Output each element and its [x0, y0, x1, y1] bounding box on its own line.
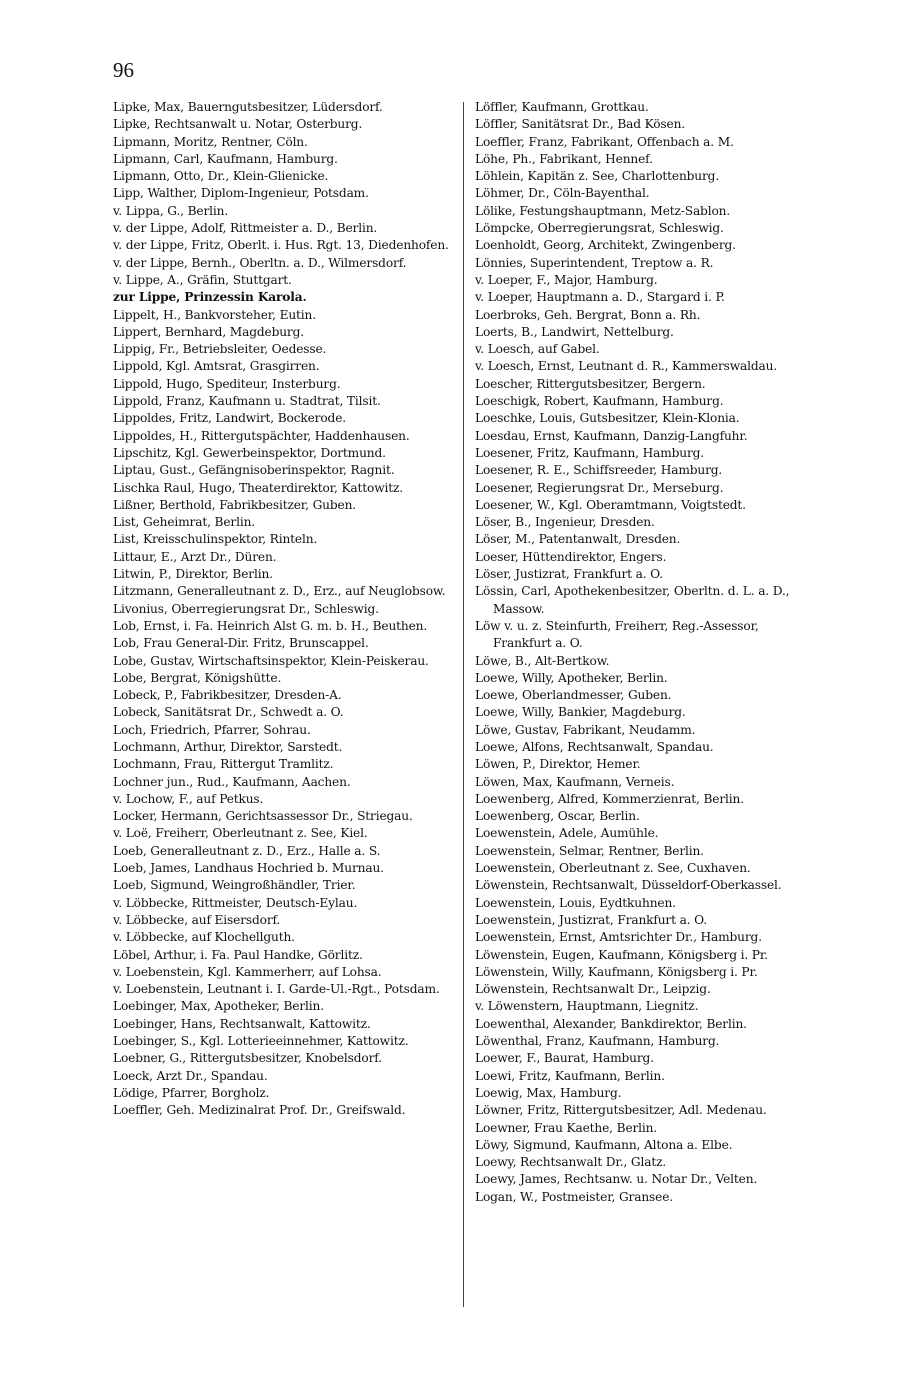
directory-entry: v. Lippa, G., Berlin. — [113, 203, 229, 218]
directory-entry: Loewenstein, Justizrat, Frankfurt a. O. — [475, 912, 707, 927]
directory-entry: v. Loesch, Ernst, Leutnant d. R., Kammerswaldau. — [475, 359, 778, 374]
directory-entry: Lipp, Walther, Diplom-Ingenieur, Potsdam. — [113, 186, 369, 201]
directory-entry: Löffler, Sanitätsrat Dr., Bad Kösen. — [475, 117, 686, 132]
directory-entry: Lölike, Festungshauptmann, Metz-Sablon. — [475, 203, 731, 218]
directory-entry: Lipschitz, Kgl. Gewerbeinspektor, Dortmund. — [113, 445, 386, 460]
directory-entry: v. Löwenstern, Hauptmann, Liegnitz. — [475, 999, 699, 1014]
directory-entry: Loeck, Arzt Dr., Spandau. — [113, 1068, 268, 1083]
directory-entry: Loeffler, Franz, Fabrikant, Offenbach a. M. — [475, 134, 734, 149]
directory-entry: Löwner, Fritz, Rittergutsbesitzer, Adl. Medenau. — [475, 1103, 767, 1118]
directory-entry: Löser, B., Ingenieur, Dresden. — [475, 515, 655, 530]
directory-entry: Loebinger, Hans, Rechtsanwalt, Kattowitz. — [113, 1016, 371, 1031]
directory-entry: Loewner, Frau Kaethe, Berlin. — [475, 1120, 658, 1135]
directory-entry: Loewe, Willy, Bankier, Magdeburg. — [475, 705, 686, 720]
directory-entry: Loebinger, Max, Apotheker, Berlin. — [113, 999, 324, 1014]
directory-entry: Löwy, Sigmund, Kaufmann, Altona a. Elbe. — [475, 1137, 733, 1152]
directory-entry: Löwen, Max, Kaufmann, Verneis. — [475, 774, 675, 789]
directory-entry: Löwenstein, Willy, Kaufmann, Königsberg i. Pr. — [475, 964, 758, 979]
directory-entry: Loesener, Fritz, Kaufmann, Hamburg. — [475, 445, 705, 460]
directory-entry: Loewenthal, Alexander, Bankdirektor, Berlin. — [475, 1016, 747, 1031]
directory-entry: Lipmann, Carl, Kaufmann, Hamburg. — [113, 151, 338, 166]
directory-entry: Lochner jun., Rud., Kaufmann, Aachen. — [113, 774, 351, 789]
directory-entry: Löwenstein, Eugen, Kaufmann, Königsberg i. Pr. — [475, 947, 768, 962]
directory-entry: v. der Lippe, Fritz, Oberlt. i. Hus. Rgt. 13, Diedenhofen. — [113, 238, 449, 253]
directory-entry: Löwenthal, Franz, Kaufmann, Hamburg. — [475, 1034, 720, 1049]
directory-entry: Loewenstein, Louis, Eydtkuhnen. — [475, 895, 676, 910]
directory-entry: Loesdau, Ernst, Kaufmann, Danzig-Langfuhr. — [475, 428, 748, 443]
directory-entry: Loeffler, Geh. Medizinalrat Prof. Dr., Greifswald. — [113, 1103, 406, 1118]
directory-entry: Löser, Justizrat, Frankfurt a. O. — [475, 567, 664, 582]
directory-entry: v. Loebenstein, Kgl. Kammerherr, auf Lohsa. — [113, 964, 382, 979]
directory-entry: Lömpcke, Oberregierungsrat, Schleswig. — [475, 221, 724, 236]
directory-entry: Loesener, Regierungsrat Dr., Merseburg. — [475, 480, 724, 495]
directory-entry: Litwin, P., Direktor, Berlin. — [113, 567, 273, 582]
directory-entry: Loewe, Alfons, Rechtsanwalt, Spandau. — [475, 739, 714, 754]
directory-entry: Loewi, Fritz, Kaufmann, Berlin. — [475, 1068, 665, 1083]
directory-entry: Lipke, Rechtsanwalt u. Notar, Osterburg. — [113, 117, 363, 132]
directory-entry: Lobe, Bergrat, Königshütte. — [113, 670, 282, 685]
directory-entry: Lipmann, Moritz, Rentner, Cöln. — [113, 134, 308, 149]
directory-entry: Loeser, Hüttendirektor, Engers. — [475, 549, 667, 564]
directory-entry: v. Loeper, F., Major, Hamburg. — [475, 272, 658, 287]
directory-entry: Lipmann, Otto, Dr., Klein-Glienicke. — [113, 169, 329, 184]
directory-entry: Loerbroks, Geh. Bergrat, Bonn a. Rh. — [475, 307, 701, 322]
directory-entry: List, Geheimrat, Berlin. — [113, 515, 256, 530]
directory-entry: Lob, Frau General-Dir. Fritz, Brunscappel. — [113, 636, 369, 651]
directory-entry: Lochmann, Arthur, Direktor, Sarstedt. — [113, 739, 343, 754]
directory-entry: Loch, Friedrich, Pfarrer, Sohrau. — [113, 722, 311, 737]
directory-entry: Loewenstein, Ernst, Amtsrichter Dr., Hamburg. — [475, 930, 762, 945]
directory-entry: Lobeck, Sanitätsrat Dr., Schwedt a. O. — [113, 705, 344, 720]
directory-entry: Loescher, Rittergutsbesitzer, Bergern. — [475, 376, 706, 391]
directory-entry: Lippold, Franz, Kaufmann u. Stadtrat, Tilsit. — [113, 394, 381, 409]
directory-entry: Livonius, Oberregierungsrat Dr., Schleswig. — [113, 601, 379, 616]
directory-entry: Löwe, Gustav, Fabrikant, Neudamm. — [475, 722, 696, 737]
directory-entry: Loewenstein, Oberleutnant z. See, Cuxhaven. — [475, 861, 751, 876]
directory-entry: Löser, M., Patentanwalt, Dresden. — [475, 532, 681, 547]
directory-entry: Löwenstein, Rechtsanwalt, Düsseldorf-Oberkassel. — [475, 878, 782, 893]
directory-entry: Lippelt, H., Bankvorsteher, Eutin. — [113, 307, 316, 322]
directory-entry: Lippert, Bernhard, Magdeburg. — [113, 324, 304, 339]
directory-entry: Loewer, F., Baurat, Hamburg. — [475, 1051, 654, 1066]
directory-entry: Löffler, Kaufmann, Grottkau. — [475, 100, 649, 114]
directory-entry: v. Lippe, A., Gräfin, Stuttgart. — [113, 272, 292, 287]
directory-entry: v. der Lippe, Adolf, Rittmeister a. D., Berlin. — [113, 221, 378, 236]
directory-entry: Lönnies, Superintendent, Treptow a. R. — [475, 255, 714, 270]
directory-entry: Löhlein, Kapitän z. See, Charlottenburg. — [475, 169, 720, 184]
page-number: 96 — [113, 58, 134, 82]
directory-entry: Loenholdt, Georg, Architekt, Zwingenberg. — [475, 238, 736, 253]
directory-entry: Loebinger, S., Kgl. Lotterieeinnehmer, Kattowitz. — [113, 1034, 409, 1049]
directory-entry: Loewenberg, Oscar, Berlin. — [475, 809, 640, 824]
directory-entry: v. Loebenstein, Leutnant i. I. Garde-Ul.-Rgt., Potsdam. — [113, 982, 440, 997]
directory-entry: Loewe, Oberlandmesser, Guben. — [475, 688, 672, 703]
directory-entry: Logan, W., Postmeister, Gransee. — [475, 1189, 674, 1204]
directory-entry: Lippoldes, Fritz, Landwirt, Bockerode. — [113, 411, 346, 426]
directory-entry: v. Löbbecke, auf Eisersdorf. — [113, 912, 281, 927]
directory-entry: Lippold, Hugo, Spediteur, Insterburg. — [113, 376, 341, 391]
directory-entry: Loewig, Max, Hamburg. — [475, 1085, 622, 1100]
directory-entry: Loeschke, Louis, Gutsbesitzer, Klein-Klonia. — [475, 411, 740, 426]
directory-entry: Loewenstein, Selmar, Rentner, Berlin. — [475, 843, 704, 858]
directory-entry: List, Kreisschulinspektor, Rinteln. — [113, 532, 318, 547]
directory-entry: Loeb, Sigmund, Weingroßhändler, Trier. — [113, 878, 356, 893]
directory-entry: Lischka Raul, Hugo, Theaterdirektor, Kattowitz. — [113, 480, 403, 495]
left-column — [113, 99, 453, 1120]
directory-entry: Littaur, E., Arzt Dr., Düren. — [113, 549, 277, 564]
directory-entry: Lob, Ernst, i. Fa. Heinrich Alst G. m. b. H., Beuthen. — [113, 618, 428, 633]
directory-entry: v. Loesch, auf Gabel. — [475, 342, 600, 357]
directory-entry: zur Lippe, Prinzessin Karola. — [113, 290, 307, 305]
directory-entry: v. Lochow, F., auf Petkus. — [113, 791, 264, 806]
directory-entry: Loeb, James, Landhaus Hochried b. Murnau. — [113, 861, 384, 876]
directory-entry: Löwenstein, Rechtsanwalt Dr., Leipzig. — [475, 982, 711, 997]
directory-entry: Loeschigk, Robert, Kaufmann, Hamburg. — [475, 394, 724, 409]
directory-entry: Litzmann, Generalleutnant z. D., Erz., auf Neuglobsow. — [113, 584, 446, 599]
directory-entry: Loesener, R. E., Schiffsreeder, Hamburg. — [475, 463, 723, 478]
directory-entry: Lippoldes, H., Rittergutspächter, Haddenhausen. — [113, 428, 410, 443]
directory-entry: v. Löbbecke, auf Klochellguth. — [113, 930, 295, 945]
directory-entry: Loerts, B., Landwirt, Nettelburg. — [475, 324, 674, 339]
directory-entry: Loesener, W., Kgl. Oberamtmann, Voigtstedt. — [475, 497, 746, 512]
directory-entry: v. der Lippe, Bernh., Oberltn. a. D., Wilmersdorf. — [113, 255, 407, 270]
directory-entry: Lobeck, P., Fabrikbesitzer, Dresden-A. — [113, 688, 342, 703]
directory-entry: Locker, Hermann, Gerichtsassessor Dr., Striegau. — [113, 809, 413, 824]
directory-entry: Lißner, Berthold, Fabrikbesitzer, Guben. — [113, 497, 357, 512]
directory-entry: Lobe, Gustav, Wirtschaftsinspektor, Klein-Peiskerau. — [113, 653, 429, 668]
directory-entry: Loeb, Generalleutnant z. D., Erz., Halle a. S. — [113, 843, 381, 858]
directory-entry: Loewy, James, Rechtsanw. u. Notar Dr., Velten. — [475, 1172, 758, 1187]
directory-entry: v. Loeper, Hauptmann a. D., Stargard i. P. — [475, 290, 725, 305]
directory-entry: Loewe, Willy, Apotheker, Berlin. — [475, 670, 668, 685]
right-column — [475, 99, 815, 1206]
directory-entry: Lipke, Max, Bauerngutsbesitzer, Lüdersdorf. — [113, 100, 383, 114]
column-divider — [463, 102, 464, 1307]
directory-entry: Loewenstein, Adele, Aumühle. — [475, 826, 659, 841]
directory-entry: Loebner, G., Rittergutsbesitzer, Knobelsdorf. — [113, 1051, 382, 1066]
directory-entry: Löhmer, Dr., Cöln-Bayenthal. — [475, 186, 650, 201]
directory-entry: Löwe, B., Alt-Bertkow. — [475, 653, 610, 668]
directory-entry: Lippold, Kgl. Amtsrat, Grasgirren. — [113, 359, 320, 374]
directory-entry: v. Löbbecke, Rittmeister, Deutsch-Eylau. — [113, 895, 358, 910]
directory-entry: Loewenberg, Alfred, Kommerzienrat, Berlin. — [475, 791, 744, 806]
directory-entry: Lössin, Carl, Apothekenbesitzer, Oberltn. d. L. a. D., Massow. — [475, 584, 790, 616]
directory-entry: Loewy, Rechtsanwalt Dr., Glatz. — [475, 1155, 667, 1170]
directory-entry: Löhe, Ph., Fabrikant, Hennef. — [475, 151, 653, 166]
directory-entry: Löw v. u. z. Steinfurth, Freiherr, Reg.-Assessor, Frankfurt a. O. — [475, 618, 759, 651]
directory-entry: Lochmann, Frau, Rittergut Tramlitz. — [113, 757, 334, 772]
directory-entry: Löwen, P., Direktor, Hemer. — [475, 757, 641, 772]
directory-entry: Lippig, Fr., Betriebsleiter, Oedesse. — [113, 342, 327, 357]
directory-entry: Lödige, Pfarrer, Borgholz. — [113, 1085, 270, 1100]
directory-entry: v. Loë, Freiherr, Oberleutnant z. See, Kiel. — [113, 826, 368, 841]
directory-entry: Liptau, Gust., Gefängnisoberinspektor, Ragnit. — [113, 463, 395, 478]
directory-entry: Löbel, Arthur, i. Fa. Paul Handke, Görlitz. — [113, 947, 363, 962]
